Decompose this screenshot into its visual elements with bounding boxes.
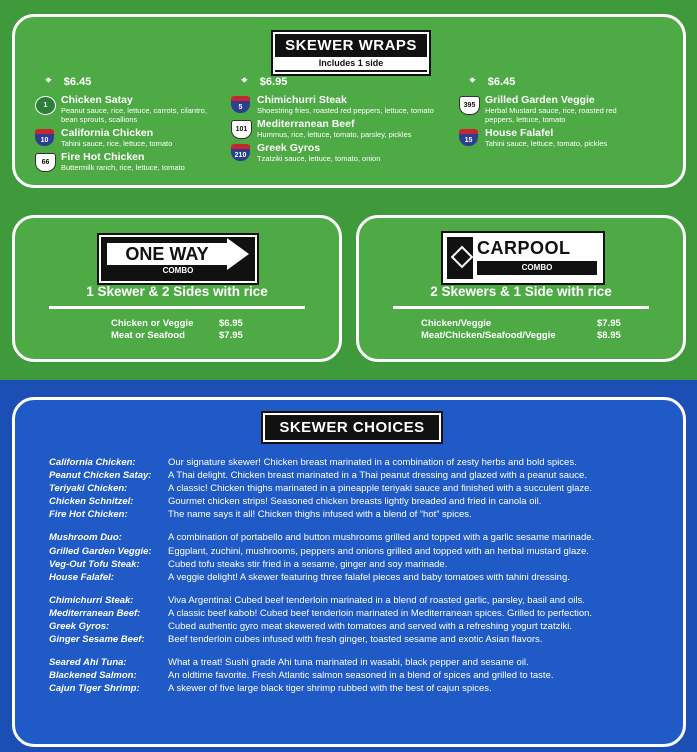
choice-row [49, 545, 683, 558]
price-row [421, 330, 621, 342]
choice-row [49, 469, 683, 482]
wrap-item-desc: Peanut sauce, rice, lettuce, carrots, cilantro, bean sprouts, scallions [61, 106, 207, 124]
choice-row [49, 508, 683, 521]
skewer-choices-panel [12, 397, 686, 747]
choice-desc: Cubed tofu steaks stir fried in a sesame, ginger and soy marinade. [168, 558, 448, 570]
wrap-item-name: Chicken Satay [61, 94, 133, 106]
carpool-sign [443, 233, 603, 283]
choice-row [49, 656, 683, 669]
carpool-combo-panel [356, 215, 686, 362]
one-way-sign-text: ONE WAY [107, 243, 227, 265]
one-way-sign-sub: COMBO [162, 266, 194, 275]
group-spacer [49, 584, 683, 594]
route-shield-icon: 66 [35, 153, 56, 172]
down-arrow-icon: 🠻 [45, 75, 52, 87]
choice-row [49, 482, 683, 495]
interstate-shield-icon: 5 [231, 96, 250, 113]
choice-row [49, 669, 683, 682]
choice-row [49, 594, 683, 607]
one-way-sign [99, 235, 257, 283]
carpool-sign-sub: COMBO [477, 261, 597, 275]
choice-row [49, 620, 683, 633]
wrap-item-desc: Shoestring fries, roasted red peppers, lettuce, tomato [257, 106, 434, 115]
wrap-item-name: California Chicken [61, 127, 154, 139]
divider [393, 306, 649, 309]
divider [49, 306, 305, 309]
choice-row [49, 558, 683, 571]
column-price: $6.95 [259, 75, 288, 88]
price-row [111, 330, 243, 342]
choice-row [49, 682, 683, 695]
price-label: Chicken or Veggie [111, 318, 194, 329]
wrap-item [31, 94, 219, 124]
wrap-item [227, 118, 455, 139]
wrap-item-name: Mediterranean Beef [257, 118, 355, 130]
choice-desc: The name says it all! Chicken thighs infused with a blend of “hot” spices. [168, 509, 472, 521]
wrap-item [227, 142, 455, 163]
choice-desc: Eggplant, zuchini, mushrooms, peppers and onions grilled and topped with an herbal mustard glaze. [168, 545, 589, 557]
interstate-shield-icon: 1 [35, 96, 56, 115]
choice-row [49, 633, 683, 646]
route-shield-icon: 395 [459, 96, 480, 115]
one-way-combo-panel [12, 215, 342, 362]
choice-desc: Our signature skewer! Chicken breast marinated in a combination of zesty herbs and bold spices. [168, 457, 577, 468]
choice-name: Veg-Out Tofu Steak: [49, 558, 140, 570]
carpool-headline: 2 Skewers & 1 Side with rice [430, 284, 612, 299]
wrap-item-desc: Tahini sauce, lettuce, tomato, pickles [485, 139, 608, 148]
wrap-item-desc: Herbal Mustard sauce, rice, roasted red peppers, lettuce, tomato [485, 106, 617, 124]
choice-desc: A combination of portabello and button mushrooms grilled and topped with a garlic sesame marinade. [168, 532, 595, 544]
choice-name: Ginger Sesame Beef: [49, 634, 145, 646]
choice-desc: Beef tenderloin cubes infused with fresh ginger, toasted sesame and exotic Asian flavors. [168, 634, 543, 646]
choice-desc: Gourmet chicken strips! Seasoned chicken breasts lightly breaded and fried in canola oil. [168, 496, 542, 508]
choice-name: Chimichurri Steak: [49, 594, 134, 606]
choice-name: Chicken Schnitzel: [49, 496, 134, 508]
wrap-item-name: House Falafel [485, 127, 554, 139]
wrap-item [455, 94, 645, 124]
choice-name: California Chicken: [49, 457, 136, 468]
wrap-item-name: Greek Gyros [257, 142, 321, 154]
price-row [421, 318, 621, 330]
wrap-item-desc: Buttermilk ranch, rice, lettuce, tomato [61, 163, 185, 172]
skewer-wraps-title-sign [273, 32, 429, 74]
wrap-item-name: Chimichurri Steak [257, 94, 347, 106]
skewer-choices-title: SKEWER CHOICES [263, 413, 441, 442]
skewer-wraps-title: SKEWER WRAPS [285, 37, 417, 54]
choice-name: Mediterranean Beef: [49, 607, 141, 619]
price-value: $8.95 [597, 330, 621, 341]
one-way-price-list [111, 318, 243, 342]
choice-row [49, 495, 683, 508]
skewer-choices-list [49, 456, 683, 696]
wrap-item-desc: Tahini sauce, rice, lettuce, tomato [61, 139, 173, 148]
group-spacer [49, 646, 683, 656]
price-row [469, 72, 645, 91]
choice-row [49, 607, 683, 620]
price-row [241, 72, 455, 91]
wraps-column-3 [455, 72, 645, 148]
price-row [45, 72, 219, 91]
down-arrow-icon: 🠻 [469, 75, 476, 87]
wrap-item [227, 94, 455, 115]
skewer-wraps-subtitle: Includes 1 side [275, 57, 427, 70]
choice-name: Greek Gyros: [49, 621, 110, 633]
choice-desc: A classic beef kabob! Cubed beef tenderloin marinated in Mediterranean spices. Grilled to perfection. [168, 607, 593, 619]
choice-desc: A veggie delight! A skewer featuring three falafel pieces and baby tomatoes with tahini dressing. [168, 571, 570, 583]
column-price: $6.45 [487, 75, 516, 88]
wrap-item [455, 127, 645, 148]
wrap-item-desc: Tzatziki sauce, lettuce, tomato, onion [257, 154, 381, 163]
wrap-item [31, 151, 219, 172]
carpool-sign-text: CARPOOL [477, 238, 571, 258]
choice-desc: A skewer of five large black tiger shrimp rubbed with the best of cajun spices. [168, 683, 492, 695]
choice-desc: A classic! Chicken thighs marinated in a pineapple teriyaki sauce and finished with a succulent glaze. [168, 483, 593, 495]
choice-desc: A Thai delight. Chicken breast marinated in a Thai peanut dressing and glazed with a peanut sauce. [168, 470, 587, 482]
carpool-price-list [421, 318, 621, 342]
price-value: $6.95 [219, 318, 243, 329]
choice-desc: Viva Argentina! Cubed beef tenderloin marinated in a blend of roasted garlic, parsley, basil and oils. [168, 594, 585, 606]
interstate-shield-icon: 210 [231, 144, 250, 161]
diamond-icon [451, 246, 474, 269]
choice-name: Mushroom Duo: [49, 532, 122, 544]
price-label: Meat/Chicken/Seafood/Veggie [421, 330, 556, 341]
wrap-item [31, 127, 219, 148]
route-shield-icon: 101 [231, 120, 252, 139]
choice-row [49, 531, 683, 544]
skewer-wraps-panel [12, 14, 686, 188]
wrap-item-name: Grilled Garden Veggie [485, 94, 595, 106]
choice-row [49, 456, 683, 469]
price-value: $7.95 [597, 318, 621, 329]
carpool-diamond-box [447, 237, 473, 279]
interstate-shield-icon: 15 [459, 129, 478, 146]
one-way-headline: 1 Skewer & 2 Sides with rice [86, 284, 268, 299]
wrap-item-name: Fire Hot Chicken [61, 151, 145, 163]
choice-name: Cajun Tiger Shrimp: [49, 683, 140, 695]
price-row [111, 318, 243, 330]
choice-name: House Falafel: [49, 571, 114, 583]
choice-desc: An oldtime favorite. Fresh Atlantic salmon seasoned in a blend of spices and grilled to taste. [168, 670, 554, 682]
down-arrow-icon: 🠻 [241, 75, 248, 87]
interstate-shield-icon: 10 [35, 129, 54, 146]
choice-row [49, 571, 683, 584]
wraps-column-2 [227, 72, 455, 163]
choice-name: Teriyaki Chicken: [49, 483, 128, 495]
choice-name: Peanut Chicken Satay: [49, 470, 152, 482]
wraps-column-1 [31, 72, 219, 172]
price-label: Meat or Seafood [111, 330, 185, 341]
choice-name: Fire Hot Chicken: [49, 509, 128, 521]
choice-desc: What a treat! Sushi grade Ahi tuna marinated in wasabi, black pepper and sesame oil. [168, 657, 529, 669]
choice-name: Seared Ahi Tuna: [49, 657, 127, 669]
wrap-item-desc: Hummus, rice, lettuce, tomato, parsley, pickles [257, 130, 412, 139]
price-value: $7.95 [219, 330, 243, 341]
column-price: $6.45 [63, 75, 92, 88]
group-spacer [49, 521, 683, 531]
choice-name: Grilled Garden Veggie: [49, 545, 152, 557]
choice-name: Blackened Salmon: [49, 670, 137, 682]
price-label: Chicken/Veggie [421, 318, 492, 329]
choice-desc: Cubed authentic gyro meat skewered with tomatoes and served with a refreshing yogurt tzatziki. [168, 621, 572, 633]
